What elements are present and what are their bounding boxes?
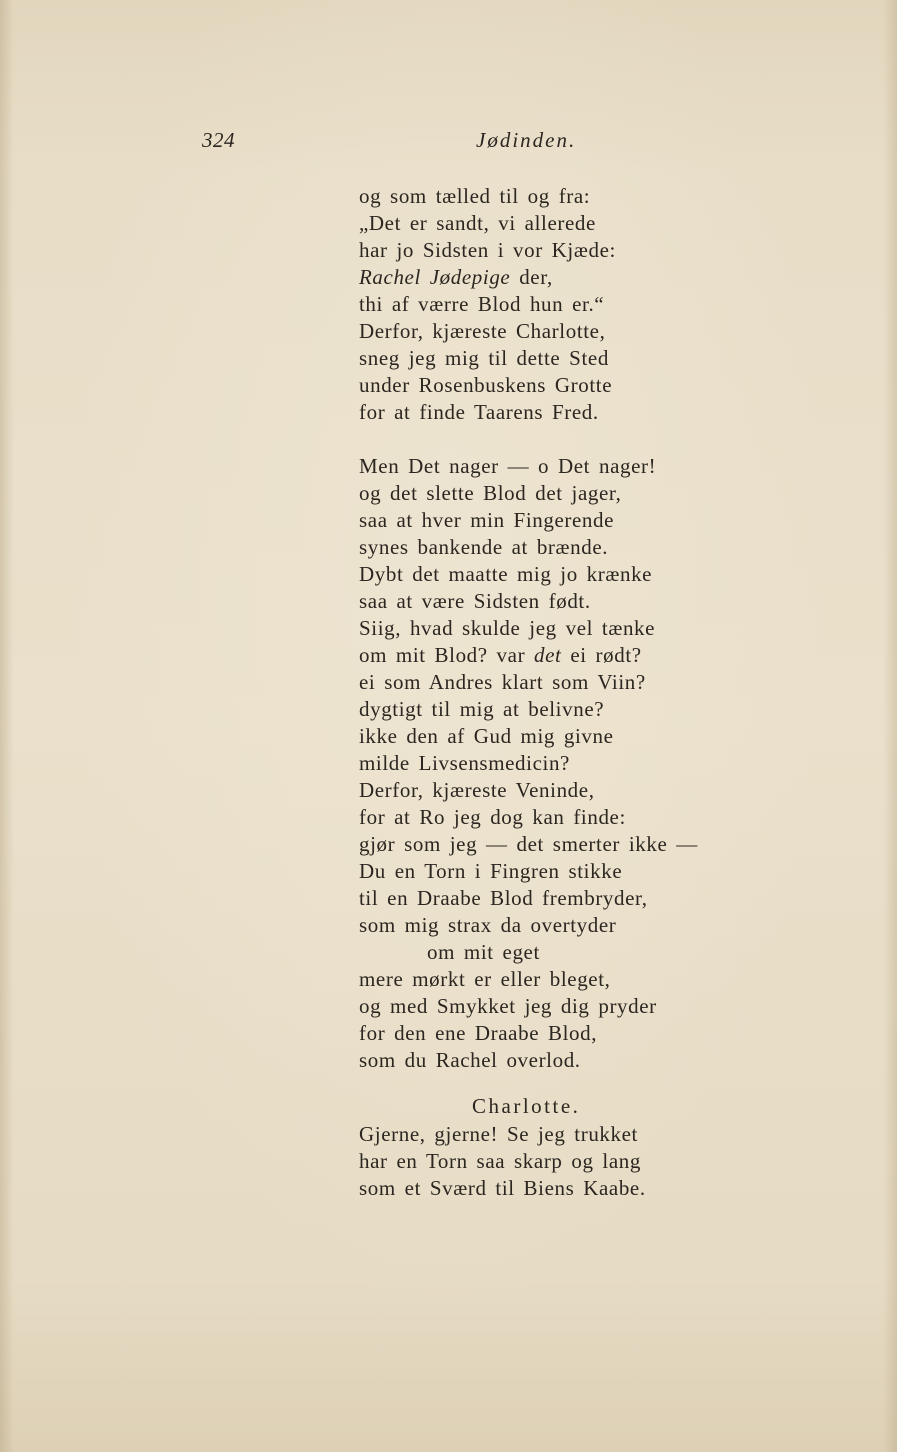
- verse-line: som du Rachel overlod.: [359, 1048, 581, 1072]
- page-edge-shadow-right: [883, 0, 897, 1452]
- speaker-name: Charlotte.: [472, 1094, 581, 1118]
- running-title: Jødinden.: [476, 128, 577, 152]
- verse-line: til en Draabe Blod frembryder,: [359, 886, 648, 910]
- verse-line: og det slette Blod det jager,: [359, 481, 622, 505]
- speaker-gap: [359, 1074, 739, 1091]
- stanza-gap: [359, 426, 739, 453]
- verse-line-indented: om mit eget: [427, 940, 540, 964]
- page-edge-shadow-left: [0, 0, 14, 1452]
- page-header: [0, 128, 897, 160]
- verse-line: under Rosenbuskens Grotte: [359, 373, 613, 397]
- verse-line: saa at hver min Fingerende: [359, 508, 615, 532]
- verse-line: og som tælled til og fra:: [359, 184, 591, 208]
- page-number: 324: [202, 128, 235, 152]
- verse-line: gjør som jeg — det smerter ikke —: [359, 832, 698, 856]
- verse-line: for at finde Taarens Fred.: [359, 400, 599, 424]
- verse-line-end: ei rødt?: [561, 643, 642, 667]
- verse-line: Siig, hvad skulde jeg vel tænke: [359, 616, 656, 640]
- verse-line: Gjerne, gjerne! Se jeg trukket: [359, 1122, 638, 1146]
- verse-line: har en Torn saa skarp og lang: [359, 1149, 641, 1173]
- verse-line: mere mørkt er eller bleget,: [359, 967, 611, 991]
- verse-line: for den ene Draabe Blod,: [359, 1021, 598, 1045]
- verse-line: Derfor, kjæreste Charlotte,: [359, 319, 606, 343]
- verse-line: saa at være Sidsten født.: [359, 589, 591, 613]
- verse-line: har jo Sidsten i vor Kjæde:: [359, 238, 616, 262]
- verse-line: dygtigt til mig at belivne?: [359, 697, 605, 721]
- verse-line: sneg jeg mig til dette Sted: [359, 346, 609, 370]
- verse-line: synes bankende at brænde.: [359, 535, 609, 559]
- verse-line-rest: der,: [510, 265, 553, 289]
- verse-line: milde Livsensmedicin?: [359, 751, 570, 775]
- verse-line: [359, 264, 739, 291]
- poem-text: [359, 183, 739, 1202]
- italic-word: det: [534, 643, 562, 667]
- verse-line: Du en Torn i Fingren stikke: [359, 859, 623, 883]
- verse-line: Derfor, kjæreste Veninde,: [359, 778, 595, 802]
- verse-line: som et Sværd til Biens Kaabe.: [359, 1176, 646, 1200]
- verse-line: som mig strax da overtyder: [359, 913, 617, 937]
- verse-line: Men Det nager — o Det nager!: [359, 454, 657, 478]
- verse-line: [359, 642, 739, 669]
- verse-line: thi af værre Blod hun er.“: [359, 292, 605, 316]
- verse-line: ei som Andres klart som Viin?: [359, 670, 646, 694]
- italic-name: Rachel Jødepige: [359, 265, 511, 289]
- verse-line: „Det er sandt, vi allerede: [359, 211, 596, 235]
- verse-line: Dybt det maatte mig jo krænke: [359, 562, 653, 586]
- verse-line: for at Ro jeg dog kan finde:: [359, 805, 626, 829]
- verse-line-start: om mit Blod? var: [359, 643, 535, 667]
- verse-line: ikke den af Gud mig givne: [359, 724, 614, 748]
- verse-line: og med Smykket jeg dig pryder: [359, 994, 657, 1018]
